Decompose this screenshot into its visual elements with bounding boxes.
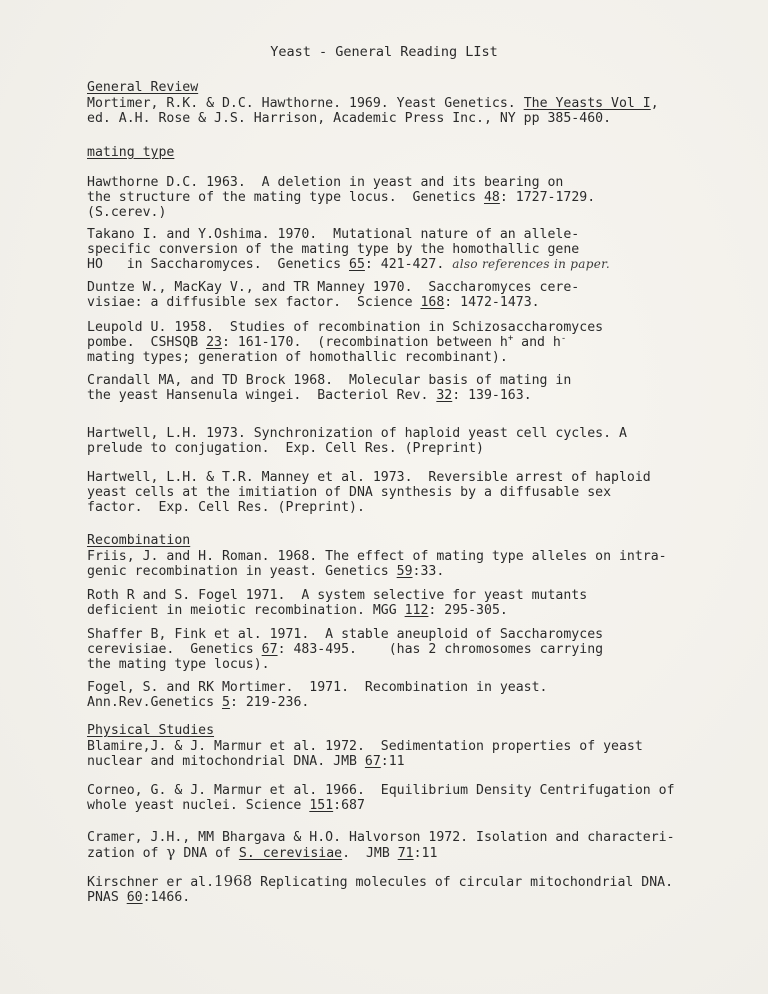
reference-entry <box>87 588 757 618</box>
section-heading-general-review: General Review <box>87 80 199 95</box>
ref-text: Ann.Rev.Genetics <box>87 695 222 710</box>
ref-text: : 483-495. (has 2 chromosomes carrying <box>277 642 604 657</box>
handwritten-note: also references in paper. <box>452 257 610 271</box>
page-title: Yeast - General Reading LIst <box>270 44 498 60</box>
ref-text: zation of <box>87 846 167 861</box>
ref-text: genic recombination in yeast. Genetics <box>87 564 397 579</box>
ref-text: : 139-163. <box>452 388 532 403</box>
ref-text: yeast cells at the imitiation of DNA synthesis by a diffusable sex <box>87 485 612 500</box>
volume-number: 59 <box>396 564 413 579</box>
book-title: The Yeasts Vol I <box>523 96 651 111</box>
ref-text: Leupold U. 1958. Studies of recombination in Schizosaccharomyces <box>87 320 604 335</box>
ref-text: : 219-236. <box>229 695 310 710</box>
section-heading-recombination: Recombination <box>87 533 191 548</box>
section-heading-physical-studies: Physical Studies <box>87 723 215 738</box>
ref-text: : 1727-1729. <box>499 190 596 205</box>
ref-text: Duntze W., MacKay V., and TR Manney 1970. Saccharomyces cere- <box>87 280 580 295</box>
superscript: - <box>560 333 567 344</box>
volume-number: 5 <box>221 695 230 710</box>
ref-text: Replicating molecules of circular mitochondrial DNA. <box>252 875 674 890</box>
volume-number: 67 <box>261 642 278 657</box>
ref-text: the yeast Hansenula wingei. Bacteriol Rev. <box>87 388 437 403</box>
ref-text: : 295-305. <box>428 603 508 618</box>
ref-text: factor. Exp. Cell Res. (Preprint). <box>87 500 365 515</box>
ref-text: : 1472-1473. <box>444 295 540 310</box>
volume-number: 23 <box>206 335 222 350</box>
ref-text: whole yeast nuclei. Science <box>87 798 310 813</box>
gamma-symbol: γ <box>166 843 176 861</box>
volume-number: 151 <box>309 798 334 813</box>
volume-number: 71 <box>397 846 414 861</box>
ref-text: :11 <box>413 846 438 861</box>
ref-text: the mating type locus). <box>87 657 270 672</box>
reference-entry <box>87 680 757 710</box>
ref-text: Mortimer, R.K. & D.C. Hawthorne. 1969. Yeast Genetics. <box>87 96 524 111</box>
ref-text: Roth R and S. Fogel 1971. A system selective for yeast mutants <box>87 588 588 603</box>
ref-text: visiae: a diffusible sex factor. Science <box>87 295 421 310</box>
handwritten-year: 1968 <box>214 872 253 890</box>
ref-text: Crandall MA, and TD Brock 1968. Molecular basis of mating in <box>87 373 572 388</box>
ref-text: :687 <box>333 798 365 813</box>
ref-text: Cramer, J.H., MM Bhargava & H.O. Halvorson 1972. Isolation and characteri- <box>87 830 675 845</box>
reference-entry <box>87 320 757 365</box>
ref-text: Fogel, S. and RK Mortimer. 1971. Recombination in yeast. <box>87 680 548 695</box>
ref-text: , <box>650 96 659 111</box>
ref-text: ed. A.H. Rose & J.S. Harrison, Academic Press Inc., NY pp 385-460. <box>87 111 612 126</box>
ref-text: mating types; generation of homothallic recombinant). <box>87 350 508 365</box>
section-heading-mating-type: mating type <box>87 145 175 160</box>
reference-entry <box>87 470 757 515</box>
reference-entry <box>87 175 757 220</box>
ref-text: (S.cerev.) <box>87 205 167 220</box>
ref-text: :33. <box>412 564 445 579</box>
ref-text: Kirschner er al. <box>87 875 215 890</box>
reference-entry <box>87 426 757 456</box>
volume-number: 48 <box>483 190 500 205</box>
ref-text: Hartwell, L.H. 1973. Synchronization of haploid yeast cell cycles. A <box>87 426 627 441</box>
volume-number: 168 <box>420 295 445 310</box>
ref-text: : 421-427. <box>364 257 445 272</box>
ref-text: the structure of the mating type locus. Genetics <box>87 190 484 205</box>
reference-entry <box>87 373 757 403</box>
reference-entry <box>87 830 757 861</box>
ref-text: Corneo, G. & J. Marmur et al. 1966. Equilibrium Density Centrifugation of <box>87 783 675 798</box>
ref-text: Hawthorne D.C. 1963. A deletion in yeast and its bearing on <box>87 175 564 190</box>
reference-entry <box>87 227 757 272</box>
ref-text: Blamire,J. & J. Marmur et al. 1972. Sedimentation properties of yeast <box>87 739 643 754</box>
ref-text: prelude to conjugation. Exp. Cell Res. (Preprint) <box>87 441 484 456</box>
ref-text: and h <box>513 335 561 350</box>
reference-entry <box>87 280 757 310</box>
volume-number: 67 <box>364 754 381 769</box>
ref-text: nuclear and mitochondrial DNA. JMB <box>87 754 365 769</box>
ref-text: specific conversion of the mating type by the homothallic gene <box>87 242 580 257</box>
volume-number: 60 <box>126 890 143 905</box>
reference-entry <box>87 549 757 579</box>
ref-text: :1466. <box>142 890 191 905</box>
volume-number: 32 <box>436 388 453 403</box>
ref-text: cerevisiae. Genetics <box>87 642 262 657</box>
reference-entry <box>87 627 757 672</box>
superscript: + <box>507 333 514 344</box>
ref-text: Hartwell, L.H. & T.R. Manney et al. 1973. Reversible arrest of haploid <box>87 470 651 485</box>
reference-entry <box>87 96 757 126</box>
ref-text: . JMB <box>342 846 398 861</box>
ref-text: DNA of <box>175 846 239 861</box>
ref-text: :11 <box>380 754 405 769</box>
species-name: S. cerevisiae <box>238 846 343 861</box>
ref-text: : 161-170. (recombination between h <box>221 335 508 350</box>
ref-text: PNAS <box>87 890 127 905</box>
reference-entry <box>87 783 757 813</box>
reference-entry <box>87 874 757 905</box>
ref-text: pombe. CSHSQB <box>87 335 207 350</box>
ref-text: Takano I. and Y.Oshima. 1970. Mutational nature of an allele- <box>87 227 580 242</box>
ref-text: deficient in meiotic recombination. MGG <box>87 603 405 618</box>
reference-entry <box>87 739 757 769</box>
volume-number: 112 <box>404 603 429 618</box>
ref-text: Shaffer B, Fink et al. 1971. A stable aneuploid of Saccharomyces <box>87 627 604 642</box>
ref-text: HO in Saccharomyces. Genetics <box>87 257 350 272</box>
volume-number: 65 <box>349 257 365 272</box>
ref-text: Friis, J. and H. Roman. 1968. The effect of mating type alleles on intra- <box>87 549 667 564</box>
